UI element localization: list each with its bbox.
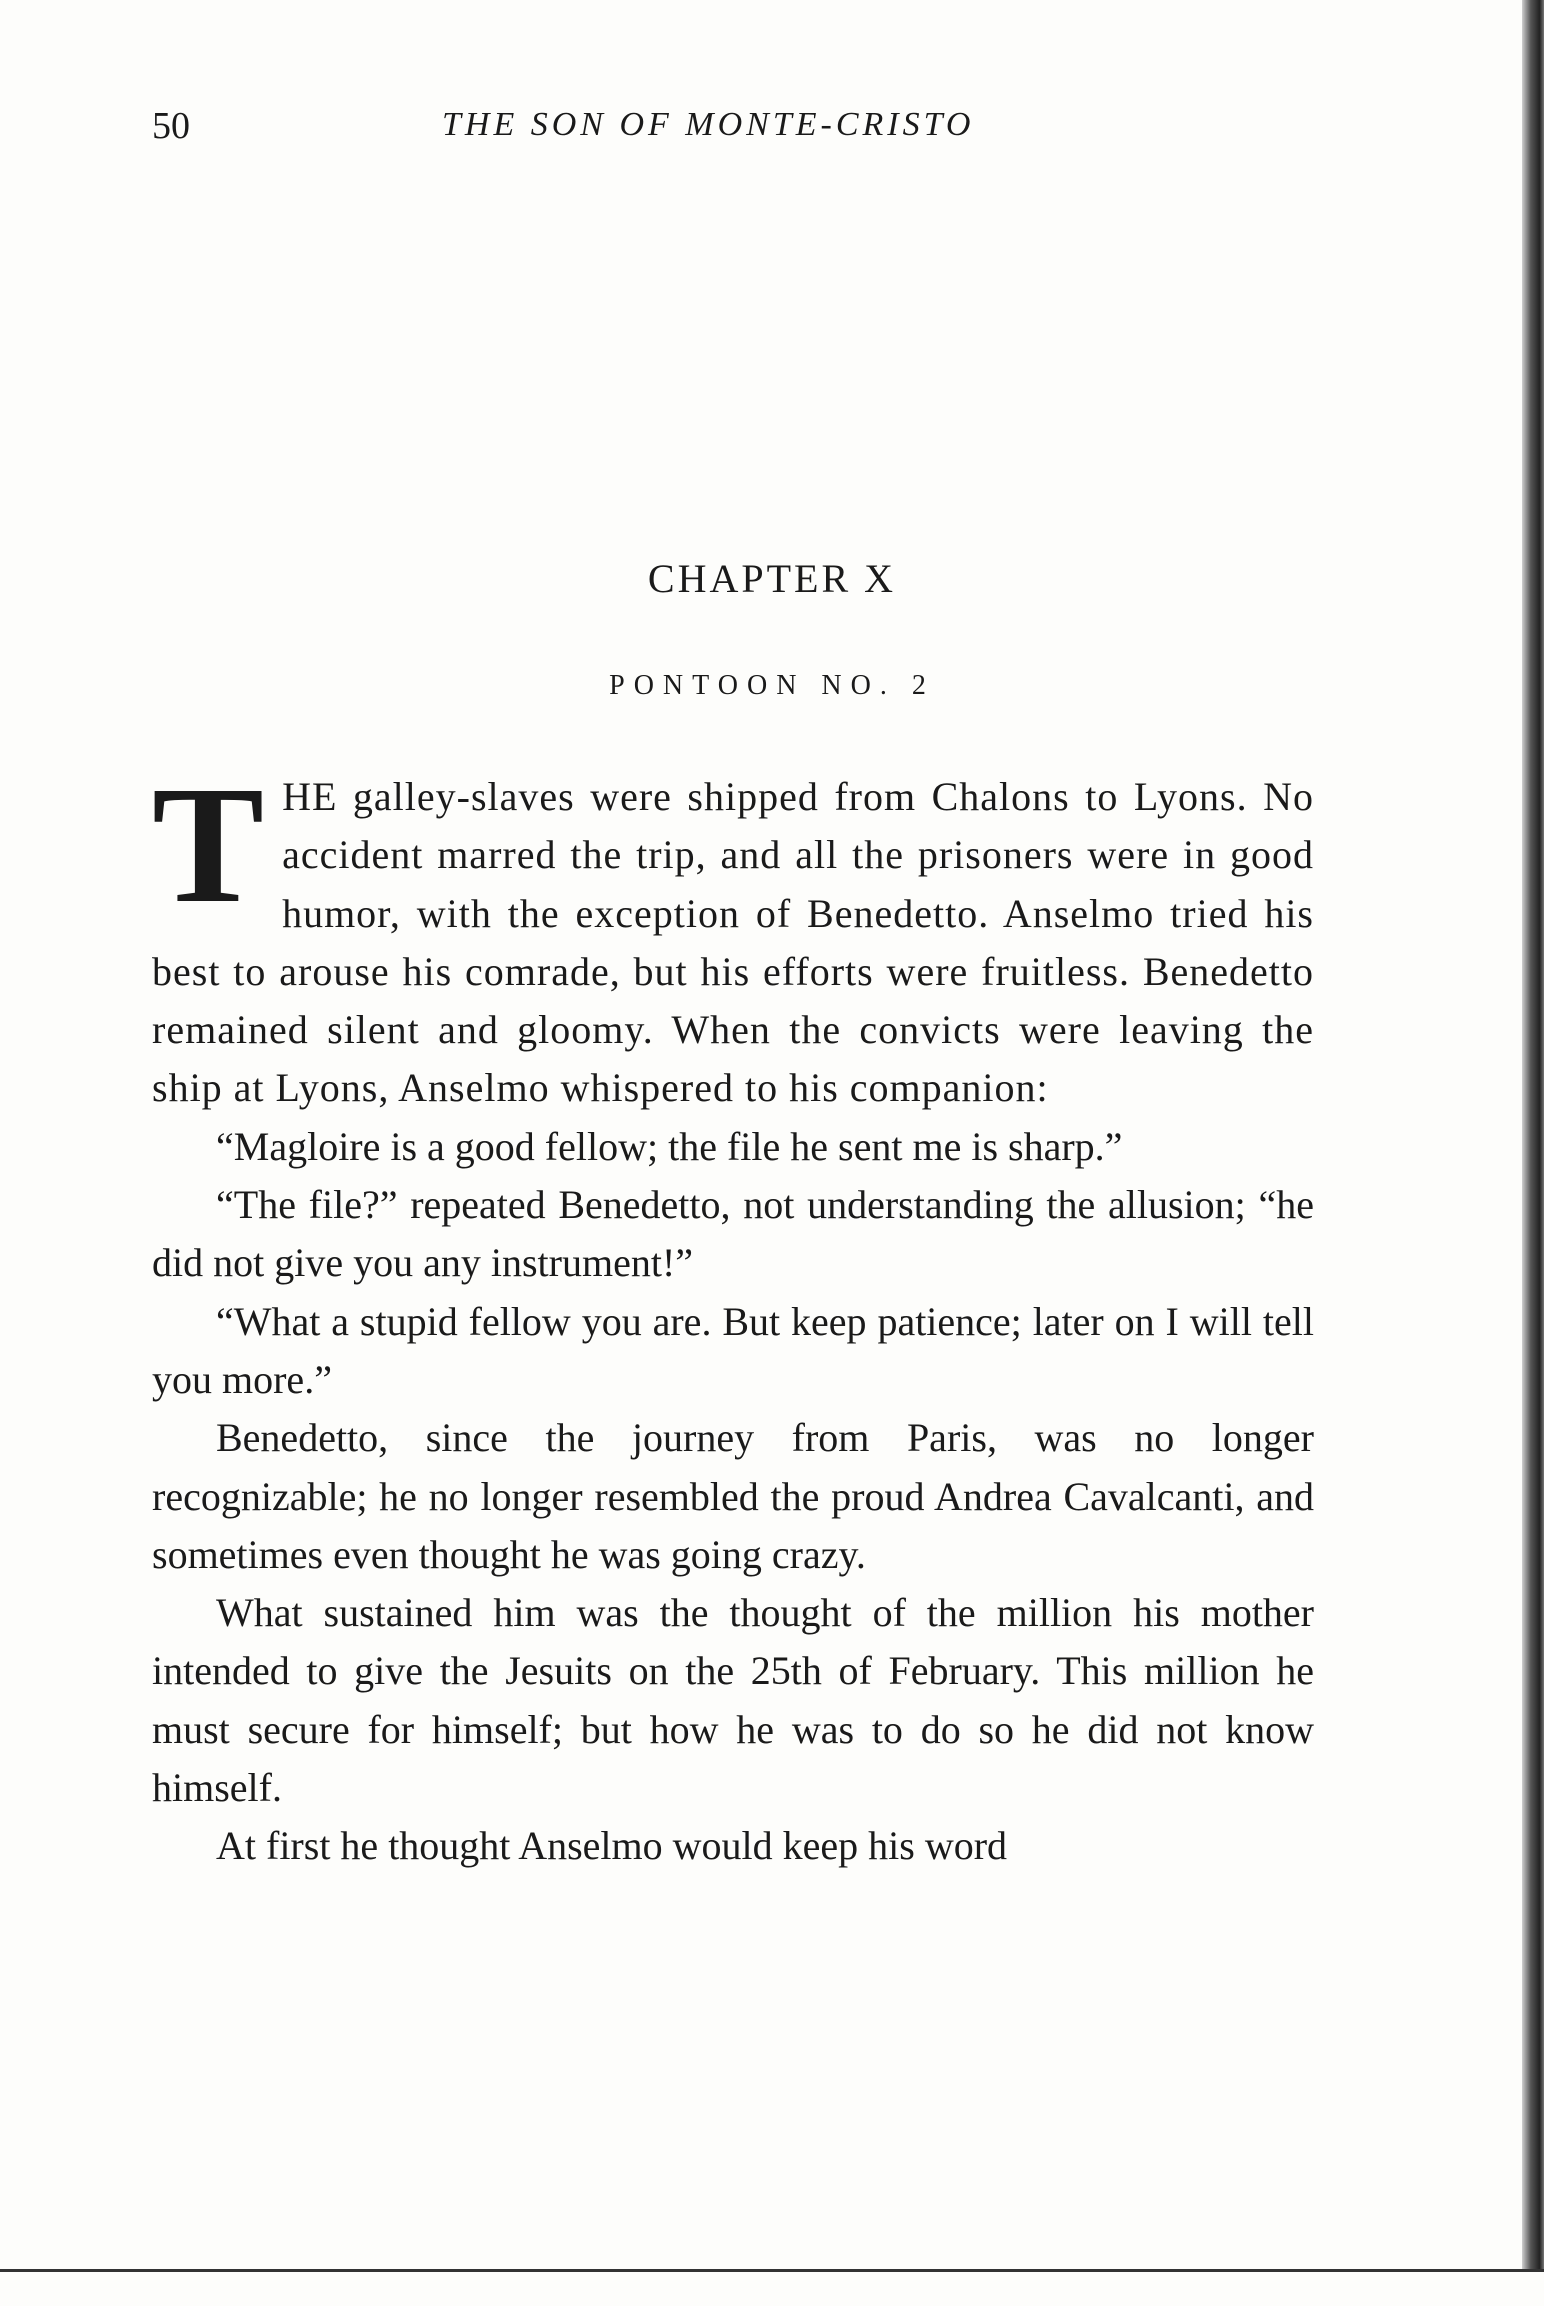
drop-cap: T bbox=[152, 752, 265, 938]
chapter-title: CHAPTER X bbox=[647, 556, 897, 601]
paragraph-2: “Magloire is a good fellow; the file he sent me is sharp.” bbox=[216, 1123, 1123, 1169]
chapter-subtitle: PONTOON NO. 2 bbox=[609, 670, 935, 701]
paragraph-7: At first he thought Anselmo would keep his word bbox=[216, 1823, 1008, 1869]
paragraph-1-text: HE galley-slaves were shipped from Chalons to Lyons. No accident marred the trip, and all the prisoners were in good humor, with the exception of Benedetto. Anselmo tried his best to arouse his comrade, but his efforts were fruitless. Benedetto remained silent and gloomy. When the convicts were leaving the ship at Lyons, Anselmo whispered to his companion: bbox=[152, 774, 1314, 1111]
body-text bbox=[152, 752, 1314, 1876]
page-edge-shadow bbox=[1522, 0, 1544, 2270]
paragraph-4: “What a stupid fellow you are. But keep patience; later on I will tell you more.” bbox=[152, 1298, 1314, 1402]
paragraph-5: Benedetto, since the journey from Paris, was no longer recognizable; he no longer resembled the proud Andrea Cavalcanti, and sometimes even thought he was going crazy. bbox=[152, 1415, 1314, 1577]
page-bottom-rule bbox=[0, 2269, 1544, 2272]
paragraph-1 bbox=[152, 752, 1314, 1118]
running-head bbox=[152, 104, 1322, 154]
running-title: THE SON OF MONTE-CRISTO bbox=[442, 106, 975, 143]
paragraph-3: “The file?” repeated Benedetto, not understanding the allusion; “he did not give you any instrument!” bbox=[152, 1182, 1314, 1286]
paragraph-6: What sustained him was the thought of the million his mother intended to give the Jesuits on the 25th of February. This million he must secure for himself; but how he was to do so he did not know himself. bbox=[152, 1590, 1314, 1811]
page-number: 50 bbox=[152, 105, 190, 147]
